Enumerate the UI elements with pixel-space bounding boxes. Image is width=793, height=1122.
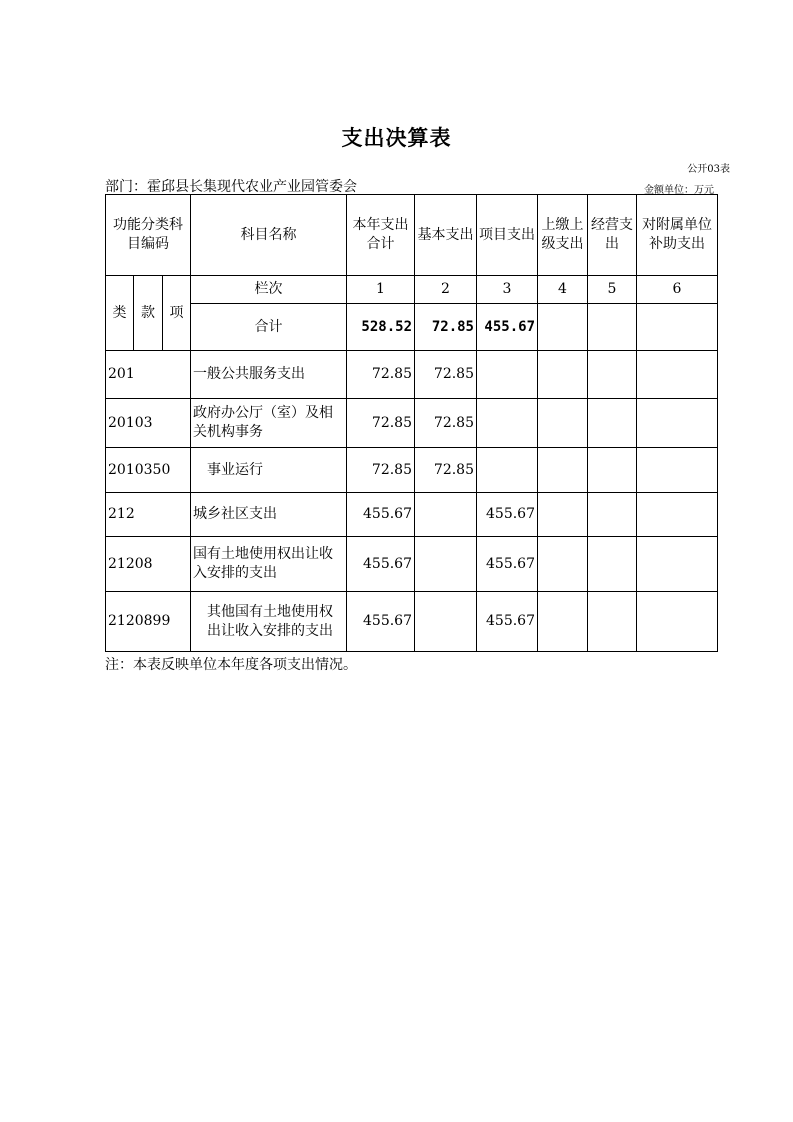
row-name: 其他国有土地使用权出让收入安排的支出 [191,592,347,652]
row-basic [415,537,477,592]
total-amount: 528.52 [347,304,415,351]
page-title: 支出决算表 [341,126,452,150]
row-total: 455.67 [347,493,415,537]
row-business [588,537,637,592]
table-row [106,351,718,399]
row-basic [415,493,477,537]
row-subsidiary [637,448,718,493]
header-basic: 基本支出 [415,195,477,276]
header-lei: 类 [106,276,134,351]
column-number-5: 5 [588,276,637,304]
row-business [588,351,637,399]
table-row [106,493,718,537]
row-subsidiary [637,351,718,399]
header-xiang: 项 [163,276,191,351]
row-code: 212 [106,493,191,537]
row-code: 20103 [106,399,191,448]
row-subsidiary [637,493,718,537]
row-business [588,493,637,537]
table-row [106,537,718,592]
header-upper: 上缴上级支出 [538,195,588,276]
row-project: 455.67 [477,592,538,652]
total-subsidiary [637,304,718,351]
column-number-4: 4 [538,276,588,304]
row-project [477,351,538,399]
row-subsidiary [637,592,718,652]
header-row [106,195,718,276]
header-project: 项目支出 [477,195,538,276]
header-business: 经营支出 [588,195,637,276]
row-project: 455.67 [477,537,538,592]
department-label: 部门：霍邱县长集现代农业产业园管委会 [105,179,357,195]
total-label: 合计 [191,304,347,351]
row-total: 72.85 [347,448,415,493]
row-subsidiary [637,399,718,448]
row-project [477,399,538,448]
row-upper [538,537,588,592]
table-note: 注：本表反映单位本年度各项支出情况。 [105,657,357,673]
header-subsidiary: 对附属单位补助支出 [637,195,718,276]
expenditure-table [105,194,718,652]
row-name: 国有土地使用权出让收入安排的支出 [191,537,347,592]
row-total: 455.67 [347,592,415,652]
row-name: 城乡社区支出 [191,493,347,537]
total-upper [538,304,588,351]
column-number-row [106,276,718,304]
row-basic: 72.85 [415,399,477,448]
row-upper [538,399,588,448]
row-name: 事业运行 [191,448,347,493]
total-row [106,304,718,351]
header-func-code: 功能分类科目编码 [106,195,191,276]
column-number-2: 2 [415,276,477,304]
total-business [588,304,637,351]
row-upper [538,592,588,652]
row-business [588,399,637,448]
column-number-3: 3 [477,276,538,304]
row-business [588,592,637,652]
row-basic: 72.85 [415,351,477,399]
row-upper [538,493,588,537]
amount-unit: 金额单位：万元 [644,185,714,196]
total-project: 455.67 [477,304,538,351]
column-number-6: 6 [637,276,718,304]
row-project [477,448,538,493]
row-total: 72.85 [347,351,415,399]
row-subsidiary [637,537,718,592]
row-code: 201 [106,351,191,399]
row-code: 2120899 [106,592,191,652]
row-total: 455.67 [347,537,415,592]
row-name: 政府办公厅（室）及相关机构事务 [191,399,347,448]
column-number-1: 1 [347,276,415,304]
header-subject-name: 科目名称 [191,195,347,276]
form-number: 公开03表 [687,164,730,175]
row-code: 2010350 [106,448,191,493]
row-basic: 72.85 [415,448,477,493]
row-code: 21208 [106,537,191,592]
row-basic [415,592,477,652]
row-name: 一般公共服务支出 [191,351,347,399]
row-total: 72.85 [347,399,415,448]
total-basic: 72.85 [415,304,477,351]
row-project: 455.67 [477,493,538,537]
row-upper [538,351,588,399]
row-upper [538,448,588,493]
header-total: 本年支出合计 [347,195,415,276]
lanci-label: 栏次 [191,276,347,304]
table-row [106,592,718,652]
row-business [588,448,637,493]
header-kuan: 款 [134,276,163,351]
table-row [106,399,718,448]
table-row [106,448,718,493]
